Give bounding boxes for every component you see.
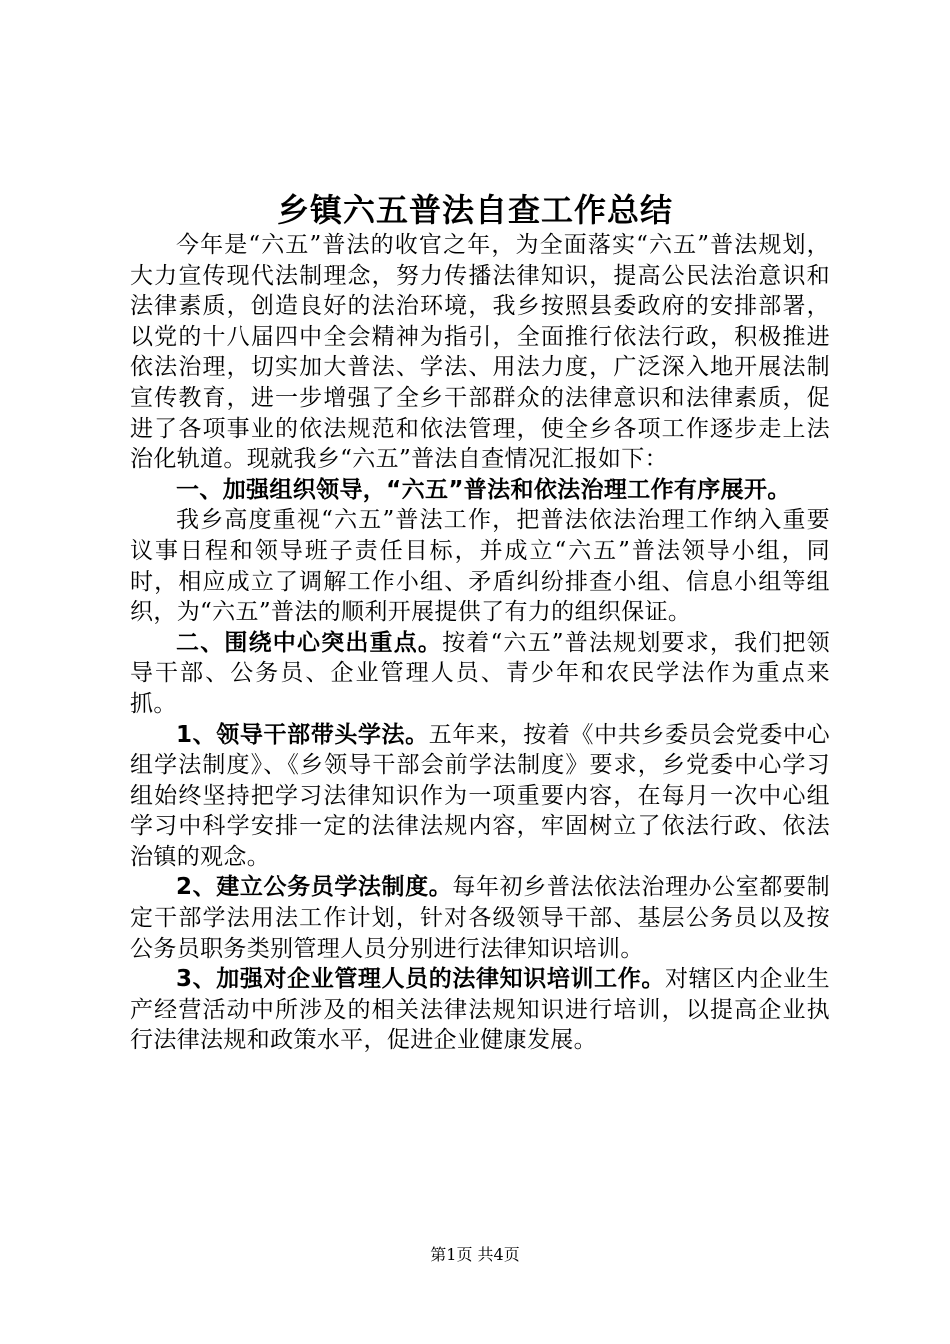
section-2-heading: 二、围绕中心突出重点。 bbox=[176, 629, 443, 656]
page-number-footer: 第1页 共4页 bbox=[430, 1245, 520, 1264]
section-2-body: 按着“六五”普法规划要求，我们把领导干部、公务员、企业管理人员、青少年和农民学法作为重点来抓。 bbox=[130, 629, 830, 717]
intro-paragraph: 今年是“六五”普法的收官之年，为全面落实“六五”普法规划，大力宣传现代法制理念，努力传播法律知识，提高公民法治意识和法律素质，创造良好的法治环境，我乡按照县委政府的安排部署，以党的十八届四中全会精神为指引，全面推行依法行政，积极推进依法治理，切实加大普法、学法、用法力度，广泛深入地开展法制宣传教育，进一步增强了全乡干部群众的法律意识和法律素质，促进了各项事业的依法规范和依法管理，使全乡各项工作逐步走上法治化轨道。现就我乡“六五”普法自查情况汇报如下： bbox=[130, 232, 830, 473]
item-1-body: 五年来，按着《中共乡委员会党委中心组学法制度》、《乡领导干部会前学法制度》要求，乡党委中心学习组始终坚持把学习法律知识作为一项重要内容，在每月一次中心组学习中科学安排一定的法律法规内容，牢固树立了依法行政、依法治镇的观念。 bbox=[130, 721, 831, 870]
item-1-heading: 1、领导干部带头学法。 bbox=[176, 721, 429, 748]
item-2-paragraph bbox=[130, 872, 830, 964]
item-3-paragraph bbox=[130, 964, 830, 1056]
item-1-paragraph bbox=[130, 720, 830, 873]
item-2-heading: 2、建立公务员学法制度。 bbox=[176, 874, 453, 901]
item-2-body: 每年初乡普法依法治理办公室都要制定干部学法用法工作计划，针对各级领导干部、基层公务员以及按公务员职务类别管理人员分别进行法律知识培训。 bbox=[130, 874, 830, 962]
document-title: 乡镇六五普法自查工作总结 bbox=[276, 191, 673, 229]
item-3-body: 对辖区内企业生产经营活动中所涉及的相关法律法规知识进行培训，以提高企业执行法律法规和政策水平，促进企业健康发展。 bbox=[130, 966, 831, 1054]
section-1-heading-text: 一、加强组织领导，“六五”普法和依法治理工作有序展开。 bbox=[176, 476, 791, 503]
section-1-paragraph: 我乡高度重视“六五”普法工作，把普法依法治理工作纳入重要议事日程和领导班子责任目标，并成立“六五”普法领导小组，同时，相应成立了调解工作小组、矛盾纠纷排查小组、信息小组等组织，为“六五”普法的顺利开展提供了有力的组织保证。 bbox=[130, 507, 830, 626]
item-3-heading: 3、加强对企业管理人员的法律知识培训工作。 bbox=[176, 966, 665, 993]
section-1-heading bbox=[130, 475, 830, 506]
section-2-paragraph bbox=[130, 628, 830, 720]
document-body bbox=[130, 230, 830, 1056]
